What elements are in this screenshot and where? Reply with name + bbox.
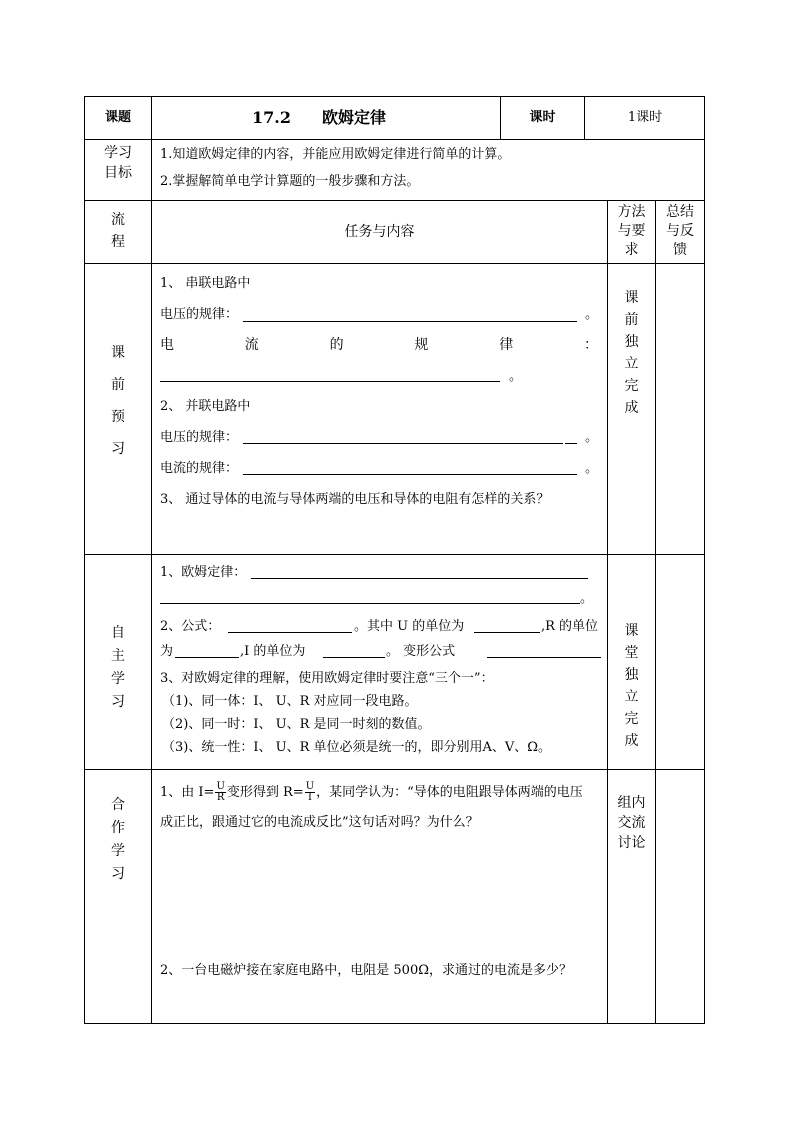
understanding-item: （1)、同一体：I、 U、R 对应同一段电路。 xyxy=(162,694,418,709)
ohm-law-blank[interactable] xyxy=(251,578,588,579)
summary-header: 总结 与反 馈 xyxy=(666,204,694,258)
preview-question-1: 1、 串联电路中 xyxy=(160,276,251,291)
objective-item: 2.掌握解简单电学计算题的一般步骤和方法。 xyxy=(160,174,420,189)
unit-u-label: 。其中 U 的单位为 xyxy=(354,619,465,634)
cooperative-question-1: 1、由 I= $\frac{U}{R}$ 变形得到 R= $\frac{U}{I}$ ，某同学认为：“导体的电阻跟导体两端的电压 xyxy=(160,781,583,803)
row-divider xyxy=(85,554,704,555)
series-current-label: 电 流 的 规 律 ： xyxy=(160,337,598,353)
row-divider xyxy=(85,769,704,770)
cooperative-question-2: 2、一台电磁炉接在家庭电路中，电阻是 500Ω，求通过的电流是多少？ xyxy=(160,963,572,978)
topic-title: 欧姆定律 xyxy=(322,108,387,127)
series-voltage-label: 电压的规律： xyxy=(160,307,239,322)
understanding-heading: 3、对欧姆定律的理解，使用欧姆定律时要注意“三个一”： xyxy=(160,671,494,686)
preview-stage-label: 课 前 预 习 xyxy=(111,345,125,457)
unit-i-label: ,I 的单位为 xyxy=(240,644,306,659)
column-divider xyxy=(655,200,656,1023)
series-voltage-blank[interactable] xyxy=(243,321,577,322)
period-mark: 。 xyxy=(585,307,599,322)
cooperative-method: 组内 交流 讨论 xyxy=(617,795,646,851)
understanding-item: （2)、同一时：I、 U、R 是同一时刻的数值。 xyxy=(162,717,431,732)
period-label: 课时 xyxy=(529,110,556,125)
variant-formula-label: 。 变形公式 xyxy=(386,644,456,659)
row-divider xyxy=(85,263,704,264)
period-mark: 。 xyxy=(585,430,599,445)
understanding-item: （3)、统一性：I、 U、R 单位必须是统一的，即分别用A、V、Ω。 xyxy=(162,740,552,755)
preview-question-3: 3、 通过导体的电流与导体两端的电压和导体的电阻有怎样的关系？ xyxy=(160,492,550,507)
parallel-current-label: 电流的规律： xyxy=(160,461,239,476)
ohm-law-blank-line-2[interactable] xyxy=(160,603,580,604)
method-header: 方法 与要 求 xyxy=(617,204,646,258)
unit-u-blank[interactable] xyxy=(474,632,540,633)
preview-question-2: 2、 并联电路中 xyxy=(160,399,251,414)
series-current-blank[interactable] xyxy=(160,381,500,382)
objectives-label: 学习 目标 xyxy=(104,145,132,181)
ohm-law-label: 1、欧姆定律： xyxy=(160,565,247,580)
self-study-method: 课 堂 独 立 完 成 xyxy=(624,623,639,749)
formula-blank[interactable] xyxy=(228,632,352,633)
topic-label: 课题 xyxy=(104,110,131,125)
lesson-plan-table xyxy=(84,96,705,1024)
parallel-voltage-blank-tail[interactable] xyxy=(565,443,577,444)
parallel-current-blank[interactable] xyxy=(243,474,577,475)
topic-number: 17.2 xyxy=(252,108,291,127)
unit-r-suffix: 为 xyxy=(160,644,174,659)
variant-formula-blank[interactable] xyxy=(487,657,601,658)
parallel-voltage-blank[interactable] xyxy=(243,443,563,444)
cooperative-stage-label: 合 作 学 习 xyxy=(111,797,125,882)
period-mark: 。 xyxy=(585,461,599,476)
unit-r-blank[interactable] xyxy=(175,657,239,658)
unit-r-label: ,R 的单位 xyxy=(541,619,599,634)
fraction-u-over-i: $\frac{U}{I}$ xyxy=(305,781,315,803)
formula-label: 2、公式： xyxy=(160,619,221,634)
fraction-u-over-r: $\frac{U}{R}$ xyxy=(216,781,225,803)
period-value: 1课时 xyxy=(627,110,663,125)
parallel-voltage-label: 电压的规律： xyxy=(160,430,239,445)
flow-header: 流 程 xyxy=(111,212,125,250)
period-mark: 。 xyxy=(509,369,523,384)
cooperative-question-1-line-2: 成正比，跟通过它的电流成反比”这句话对吗？为什么？ xyxy=(160,815,479,830)
self-study-stage-label: 自 主 学 习 xyxy=(111,625,125,710)
row-divider xyxy=(85,139,704,140)
period-mark: 。 xyxy=(580,591,594,606)
objective-item: 1.知道欧姆定律的内容，并能应用欧姆定律进行简单的计算。 xyxy=(160,147,511,162)
preview-method: 课 前 独 立 完 成 xyxy=(624,290,639,416)
unit-i-blank[interactable] xyxy=(323,657,385,658)
row-divider xyxy=(85,200,704,201)
task-header: 任务与内容 xyxy=(344,224,415,240)
